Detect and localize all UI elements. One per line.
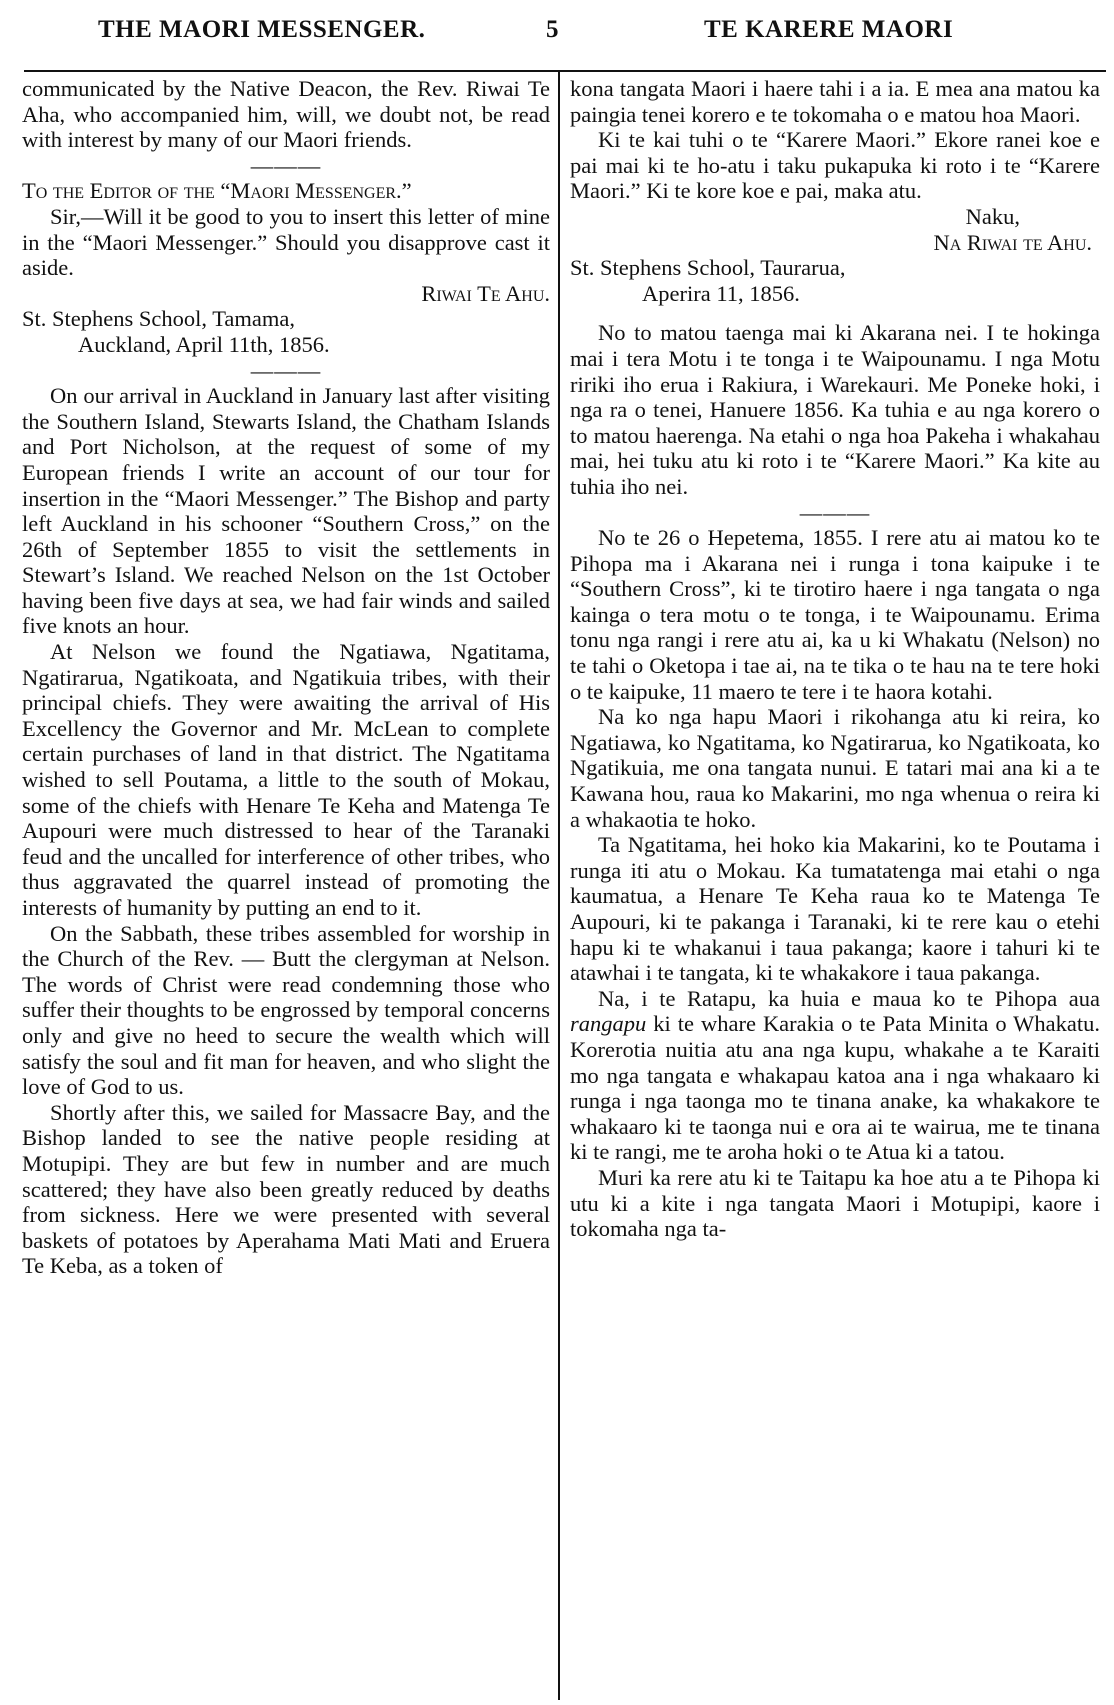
article-paragraph: At Nelson we found the Ngatiawa, Ngatitama, Ngatirarua, Ngatikoata, and Ngatikuia tribes, with their principal chiefs. They were awaiting the arrival of His Excellency the Governor and Mr. McLean to complete certain purchases of land in that district. The Ngatitama wished to sell Poutama, a little to the south of Mokau, some of the chiefs with Henare Te Keha and Matenga Te Aupouri were much distressed to hear of the Taranaki feud and the uncalled for interference of other tribes, who thus aggravated the quarrel instead of promoting the interests of humanity by putting an end to it. <box>22 639 550 920</box>
separator: ——— <box>799 499 871 525</box>
article-paragraph: Muri ka rere atu ki te Taitapu ka hoe atu a te Pihopa ki utu ki a kite i nga tangata Maori i Motupipi, kaore i tokomaha nga ta- <box>570 1164 1100 1242</box>
letter-signature-line1: Naku, <box>965 203 1020 229</box>
letter-salutation-paragraph: Sir,—Will it be good to you to insert this letter of mine in the “Maori Messenger.” Should you disapprove cast it aside. <box>22 203 550 281</box>
article-paragraph: On our arrival in Auckland in January last after visiting the Southern Island, Stewarts Island, the Chatham Islands and Port Nicholson, at the request of some of my European friends I write an account of our tour for insertion in the “Maori Messenger.” The Bishop and party left Auckland in his schooner “Southern Cross,” on the 26th of September 1855 to visit the settlements in Stewart’s Island. We reached Nelson on the 1st October having been five days at sea, we had fair winds and sailed five knots an hour. <box>22 383 550 639</box>
letter-address-line1: St. Stephens School, Taurarua, <box>570 255 846 281</box>
english-masthead: THE MAORI MESSENGER. <box>98 16 426 43</box>
maori-masthead: TE KARERE MAORI <box>704 16 954 43</box>
letter-address-line1: St. Stephens School, Tamama, <box>22 306 295 332</box>
letter-address-line2: Auckland, April 11th, 1856. <box>78 331 330 357</box>
page-number: 5 <box>546 16 559 43</box>
english-column <box>22 76 550 1700</box>
separator: ——— <box>250 152 322 178</box>
letter-heading: To the Editor of the “Maori Messenger.” <box>22 178 412 204</box>
letter-signature-line2: Na Riwai te Ahu. <box>933 229 1092 255</box>
article-paragraph <box>570 986 1100 1165</box>
article-paragraph: Ta Ngatitama, hei hoko kia Makarini, ko te Poutama i runga iti atu o Mokau. Ka tumatatenga mai etahi o nga kaumatua, a Henare Te Keha raua ko te Matenga Te Aupouri, ki te pakanga i Taranaki, ki te rere kau o etehi hapu ki te whakanui i taua pakanga; kaore i tahuri ki te atawhai i te tangata, ki te whakakore i taua pakanga. <box>570 832 1100 986</box>
page-header <box>0 6 1114 46</box>
column-divider <box>558 72 560 1700</box>
letter-address-line2: Aperira 11, 1856. <box>642 280 800 306</box>
separator: ——— <box>250 357 322 383</box>
intro-paragraph: kona tangata Maori i haere tahi i a ia. E mea ana matou ka paingia tenei korero e te tokomaha o e matou hoa Maori. <box>570 76 1100 127</box>
article-paragraph: Shortly after this, we sailed for Massacre Bay, and the Bishop landed to see the native people residing at Motupipi. They are but few in number and are much scattered; they have also been greatly reduced by deaths from sickness. Here we were presented with several baskets of potatoes by Aperahama Mati Mati and Eruera Te Keba, as a token of <box>22 1099 550 1279</box>
italic-word: rangapu <box>570 1011 647 1037</box>
letter-paragraph: Ki te kai tuhi o te “Karere Maori.” Ekore ranei koe e pai mai ki te ho-atu i taku pukapuka ki roto i te “Karere Maori.” Ki te kore koe e pai, maka atu. <box>570 127 1100 204</box>
article-paragraph: No te 26 o Hepetema, 1855. I rere atu ai matou ko te Pihopa ma i Akarana nei i runga i tona kaipuke i te “Southern Cross”, ki te tirotiro haere i nga tangata o nga kainga o tera motu o te tonga, i te Waipounamu. Erima tonu nga rangi i rere atu ai, ka u ki Whakatu (Nelson) no te tahi o Oketopa i tae ai, na te tika o te hau na te tere hoki o te kaipuke, 11 maero te tere i te haora kotahi. <box>570 525 1100 704</box>
article-paragraph: No to matou taenga mai ki Akarana nei. I te hokinga mai i tera Motu i te tonga i te Waipounamu. I nga Motu ririki iho erua i Rakiura, i Warekauri. Me Poneke hoki, i nga ra o tenei, Hanuere 1856. Ka tuhia e au nga korero o to matou haerenga. Na etahi o nga hoa Pakeha i whakahau mai, hei tuku atu ki roto i te “Karere Maori.” Ka kite au tuhia iho nei. <box>570 320 1100 499</box>
intro-paragraph: communicated by the Native Deacon, the Rev. Riwai Te Aha, who accompanied him, will, we doubt not, be read with interest by many of our Maori friends. <box>22 76 550 153</box>
maori-column <box>570 76 1100 1700</box>
article-paragraph: On the Sabbath, these tribes assembled for worship in the Church of the Rev. — Butt the clergyman at Nelson. The words of Christ were read condemning those who suffer their thoughts to be engrossed by temporal concerns only and give no heed to secure the wealth which will satisfy the soul and fit man for heaven, and who slight the love of God to us. <box>22 920 550 1100</box>
header-rule <box>24 70 1106 72</box>
letter-signature: Riwai Te Ahu. <box>421 280 550 306</box>
text-run: ki te whare Karakia o te Pata Minita o Whakatu. Korerotia nuitia atu ana nga kupu, whakahe a te Karaiti mo nga tangata e whakapau katoa ana i nga whakaaro ki runga i nga taonga mo te tinana anake, ka whakakore te whakaaro ki te taonga nui e ora ai te wairua, me te tinana ki te rangi, me te aroha hoki o te Atua ki a tatou. <box>570 1011 1100 1165</box>
text-run: Na, i te Ratapu, ka huia e maua ko te Pihopa aua <box>598 985 1100 1011</box>
spacer <box>570 306 1100 320</box>
article-paragraph: Na ko nga hapu Maori i rikohanga atu ki reira, ko Ngatiawa, ko Ngatitama, ko Ngatirarua, ko Ngatikoata, ko Ngatikuia, me ona tangata nunui. E tatari mai ana ki a te Kawana hou, raua ko Makarini, mo nga whenua o reira ki a whakaotia te hoko. <box>570 704 1100 832</box>
